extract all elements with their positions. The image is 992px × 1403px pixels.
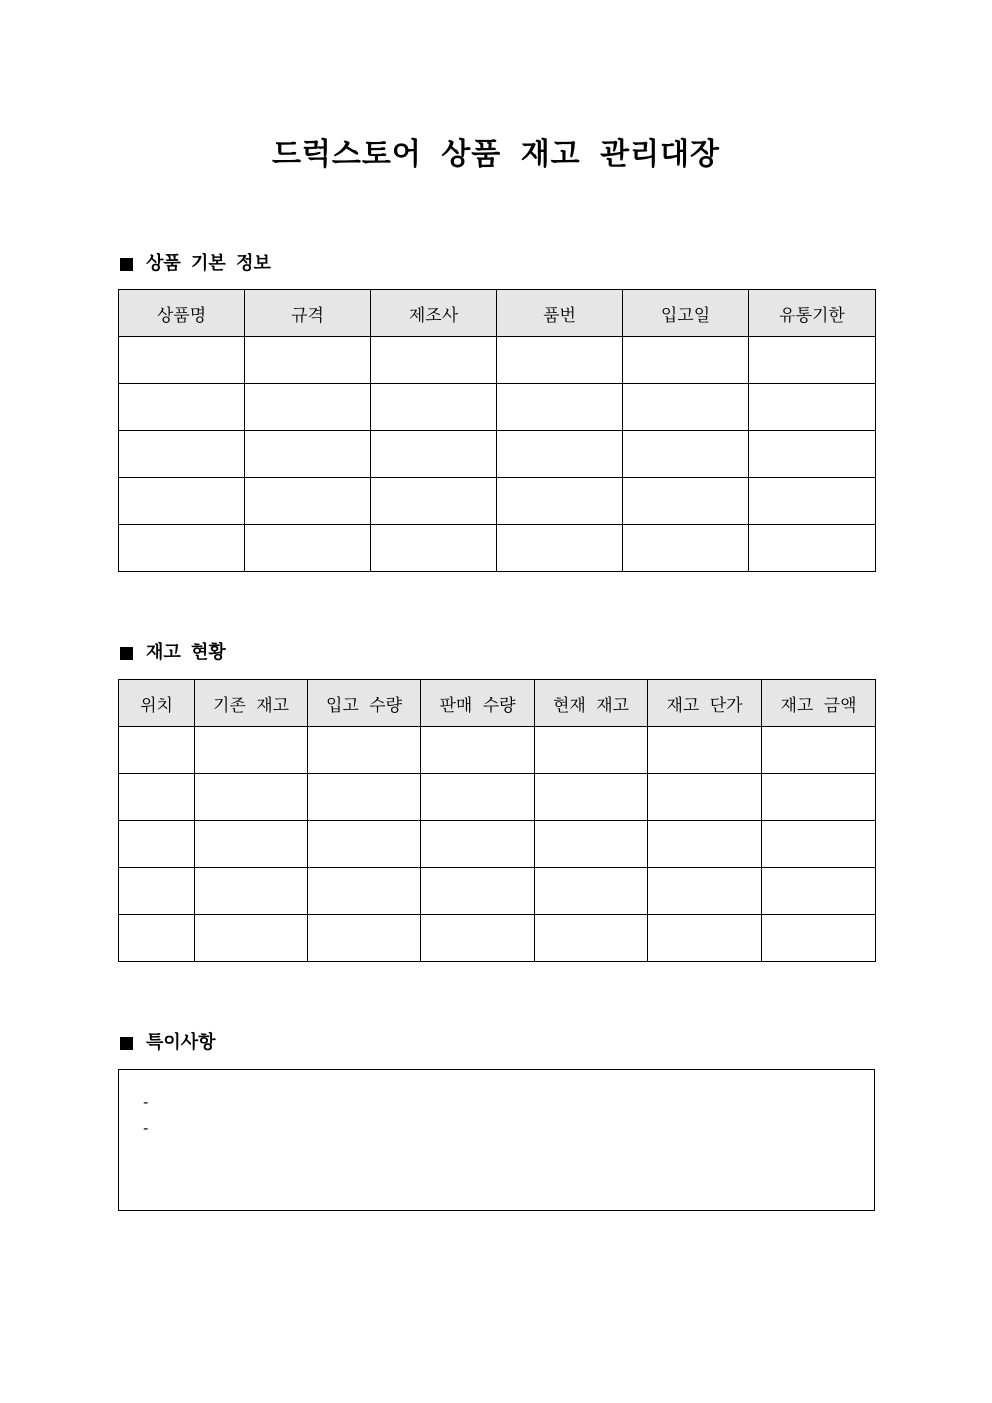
table-cell[interactable]	[762, 727, 876, 774]
column-header-received-qty: 입고 수량	[308, 680, 421, 727]
table-cell[interactable]	[308, 727, 421, 774]
table-cell[interactable]	[421, 915, 535, 962]
table-cell[interactable]	[119, 727, 195, 774]
table-cell[interactable]	[308, 774, 421, 821]
square-bullet-icon	[120, 258, 133, 271]
table-cell[interactable]	[535, 821, 648, 868]
table-cell[interactable]	[749, 431, 876, 478]
table-row	[119, 727, 876, 774]
table-cell[interactable]	[749, 384, 876, 431]
table-cell[interactable]	[245, 337, 371, 384]
product-info-table	[118, 289, 876, 572]
table-cell[interactable]	[762, 915, 876, 962]
table-cell[interactable]	[762, 868, 876, 915]
table-cell[interactable]	[749, 478, 876, 525]
table-cell[interactable]	[648, 727, 762, 774]
table-cell[interactable]	[497, 384, 623, 431]
table-cell[interactable]	[371, 525, 497, 572]
square-bullet-icon	[120, 1037, 133, 1050]
table-header-row	[119, 290, 876, 337]
table-cell[interactable]	[371, 478, 497, 525]
table-cell[interactable]	[648, 915, 762, 962]
column-header-spec: 규격	[245, 290, 371, 337]
table-row	[119, 337, 876, 384]
table-cell[interactable]	[421, 774, 535, 821]
column-header-current-stock: 현재 재고	[535, 680, 648, 727]
note-line: -	[143, 1093, 149, 1111]
section-heading-product-info	[118, 251, 271, 277]
table-cell[interactable]	[119, 915, 195, 962]
table-cell[interactable]	[421, 868, 535, 915]
table-cell[interactable]	[497, 478, 623, 525]
column-header-existing-stock: 기존 재고	[195, 680, 308, 727]
table-cell[interactable]	[119, 384, 245, 431]
column-header-location: 위치	[119, 680, 195, 727]
table-cell[interactable]	[762, 821, 876, 868]
table-cell[interactable]	[245, 384, 371, 431]
section-heading-label: 상품 기본 정보	[146, 253, 271, 274]
table-cell[interactable]	[623, 478, 749, 525]
table-cell[interactable]	[308, 821, 421, 868]
table-cell[interactable]	[497, 525, 623, 572]
table-cell[interactable]	[119, 868, 195, 915]
table-row	[119, 915, 876, 962]
table-cell[interactable]	[623, 384, 749, 431]
table-cell[interactable]	[762, 774, 876, 821]
square-bullet-icon	[120, 647, 133, 660]
table-cell[interactable]	[648, 821, 762, 868]
table-header-row	[119, 680, 876, 727]
notes-box[interactable]	[118, 1069, 875, 1211]
table-cell[interactable]	[195, 727, 308, 774]
table-cell[interactable]	[245, 478, 371, 525]
table-cell[interactable]	[245, 525, 371, 572]
table-cell[interactable]	[119, 774, 195, 821]
table-cell[interactable]	[119, 525, 245, 572]
table-cell[interactable]	[623, 525, 749, 572]
table-cell[interactable]	[421, 727, 535, 774]
table-cell[interactable]	[648, 774, 762, 821]
section-heading-label: 재고 현황	[146, 642, 226, 663]
table-cell[interactable]	[119, 821, 195, 868]
table-cell[interactable]	[195, 821, 308, 868]
table-row	[119, 774, 876, 821]
column-header-manufacturer: 제조사	[371, 290, 497, 337]
table-row	[119, 868, 876, 915]
column-header-unit-cost: 재고 단가	[648, 680, 762, 727]
table-row	[119, 525, 876, 572]
table-cell[interactable]	[497, 337, 623, 384]
table-cell[interactable]	[623, 337, 749, 384]
table-row	[119, 478, 876, 525]
table-row	[119, 821, 876, 868]
table-cell[interactable]	[371, 384, 497, 431]
column-header-item-number: 품번	[497, 290, 623, 337]
table-row	[119, 384, 876, 431]
table-cell[interactable]	[308, 868, 421, 915]
table-cell[interactable]	[245, 431, 371, 478]
table-cell[interactable]	[119, 337, 245, 384]
stock-status-table	[118, 679, 876, 962]
table-cell[interactable]	[535, 727, 648, 774]
column-header-stock-amount: 재고 금액	[762, 680, 876, 727]
document-title: 드럭스토어 상품 재고 관리대장	[271, 137, 721, 172]
table-cell[interactable]	[308, 915, 421, 962]
section-heading-notes	[118, 1030, 216, 1056]
note-line: -	[143, 1119, 149, 1137]
table-cell[interactable]	[623, 431, 749, 478]
table-cell[interactable]	[535, 915, 648, 962]
table-cell[interactable]	[648, 868, 762, 915]
column-header-receipt-date: 입고일	[623, 290, 749, 337]
table-cell[interactable]	[195, 915, 308, 962]
table-cell[interactable]	[749, 337, 876, 384]
table-cell[interactable]	[535, 774, 648, 821]
table-cell[interactable]	[195, 868, 308, 915]
table-row	[119, 431, 876, 478]
column-header-product-name: 상품명	[119, 290, 245, 337]
section-heading-stock-status	[118, 640, 226, 666]
table-cell[interactable]	[371, 431, 497, 478]
table-cell[interactable]	[195, 774, 308, 821]
table-cell[interactable]	[535, 868, 648, 915]
table-cell[interactable]	[421, 821, 535, 868]
column-header-sold-qty: 판매 수량	[421, 680, 535, 727]
table-cell[interactable]	[749, 525, 876, 572]
table-cell[interactable]	[119, 478, 245, 525]
column-header-expiry-date: 유통기한	[749, 290, 876, 337]
table-cell[interactable]	[497, 431, 623, 478]
section-heading-label: 특이사항	[146, 1032, 216, 1053]
table-cell[interactable]	[119, 431, 245, 478]
table-cell[interactable]	[371, 337, 497, 384]
